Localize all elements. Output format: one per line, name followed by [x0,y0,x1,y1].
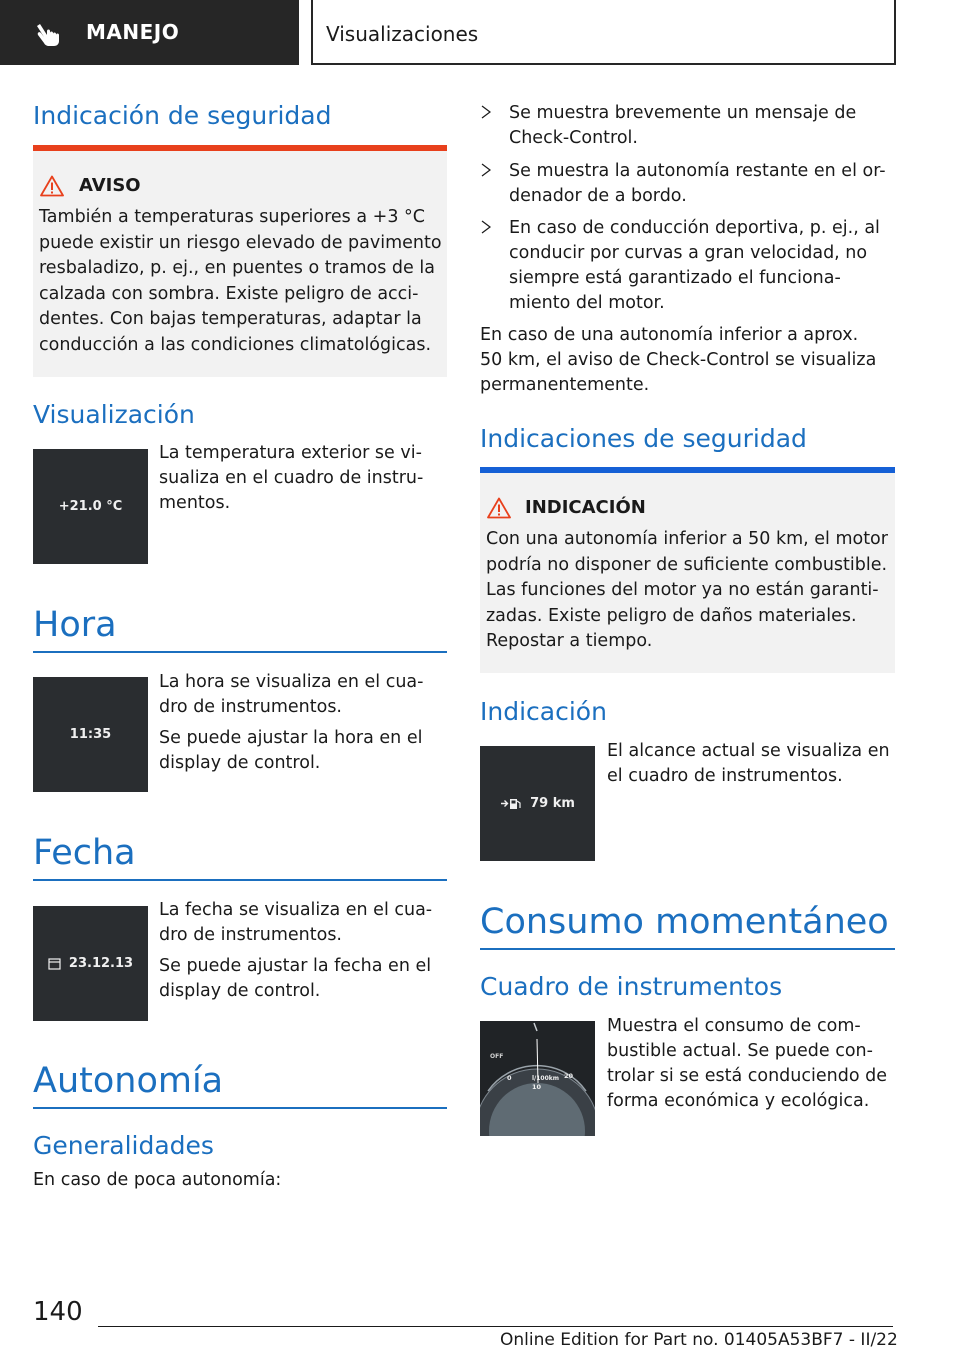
edition-note: Online Edition for Part no. 01405A53BF7 - II/22 [500,1330,898,1350]
text-line: bustible actual. Se puede con- [607,1041,873,1061]
warning-box [33,145,447,377]
warning-line: puede existir un riesgo elevado de pavimento [39,232,442,253]
warning-bar [33,145,447,151]
range-display-image [480,746,595,861]
text-line: La hora se visualiza en el cua- [159,672,424,692]
fecha-heading: Fecha [33,833,136,873]
section-title: MANEJO [86,20,180,44]
hand-pointer-icon [36,22,66,48]
clock-display-image [33,677,148,792]
range-readout: 79 km [530,796,575,811]
date-display-image [33,906,148,1021]
generalidades-heading: Generalidades [33,1131,214,1160]
notice-bar [480,467,895,473]
calendar-icon [48,957,61,970]
notice-box [480,467,895,673]
text-line: display de control. [159,981,321,1001]
text-line: permanentemente. [480,375,650,395]
text-line: dro de instrumentos. [159,925,342,945]
notice-line: zadas. Existe peligro de daños materiales. [486,605,857,626]
gauge-twenty-label: 20 [564,1072,574,1080]
visualizacion-heading: Visualización [33,400,195,429]
bullet-triangle-icon [480,104,492,120]
chapter-title: Visualizaciones [326,22,479,46]
notice-title [487,497,737,523]
date-readout: 23.12.13 [68,956,134,971]
warning-triangle-icon [487,497,511,519]
warning-line: calzada con sombra. Existe peligro de acci- [39,283,419,304]
bullet-triangle-icon [480,162,492,178]
text-line: display de control. [159,753,321,773]
warning-text [39,205,445,358]
consumo-text [607,1014,897,1114]
text-line: En caso de una autonomía inferior a aprox. [480,325,859,345]
text-line: Se puede ajustar la fecha en el [159,956,432,976]
text-line: 50 km, el aviso de Check-Control se visualiza [480,350,877,370]
text-line: Check-Control. [509,128,638,148]
text-line: Se muestra la autonomía restante en el or- [509,161,886,181]
text-line: mentos. [159,493,231,513]
temperature-display-image [33,449,148,564]
consumo-heading: Consumo momentáneo [480,902,889,942]
text-line: miento del motor. [509,293,665,313]
text-line: el cuadro de instrumentos. [607,766,843,786]
text-line: conducir por curvas a gran velocidad, no [509,243,868,263]
autonomia-heading: Autonomía [33,1061,224,1101]
notice-line: Con una autonomía inferior a 50 km, el motor [486,529,888,549]
text-line: siempre está garantizado el funciona- [509,268,841,288]
text-line: Se muestra brevemente un mensaje de [509,103,857,123]
autonomia-rule [33,1107,447,1109]
warning-title [40,175,240,201]
indicacion-text [607,739,897,789]
temperature-readout: +21.0 °C [58,499,123,514]
warning-line: dentes. Con bajas temperaturas, adaptar la [39,309,422,329]
text-line: La fecha se visualiza en el cua- [159,900,433,920]
cuadro-heading: Cuadro de instrumentos [480,972,783,1001]
notice-line: podría no disponer de suficiente combustible. [486,554,888,575]
text-line: La temperatura exterior se vi- [159,443,422,463]
notice-line: Repostar a tiempo. [486,631,653,651]
fuel-pump-icon [500,797,522,810]
text-line: trolar si se está conduciendo de [607,1066,887,1086]
hora-rule [33,651,447,653]
consumption-gauge-image [480,1021,595,1136]
consumption-gauge [480,1021,595,1136]
hora-heading: Hora [33,605,117,645]
notice-text [486,527,893,655]
indicacion-heading: Indicación [480,697,607,726]
autonomia-intro: En caso de poca autonomía: [33,1170,282,1190]
visualizacion-text [159,441,449,516]
text-line: El alcance actual se visualiza en [607,741,890,761]
gauge-off-label: OFF [490,1053,504,1060]
text-line: En caso de conducción deportiva, p. ej., al [509,218,880,238]
text-line: Se puede ajustar la hora en el [159,728,423,748]
gauge-unit-label: l/100km [532,1075,560,1082]
gauge-ten-label: 10 [532,1083,542,1091]
clock-readout: 11:35 [69,727,112,742]
warning-label: AVISO [79,175,141,196]
hora-text [159,670,449,776]
safety-notes-heading: Indicaciones de seguridad [480,424,807,453]
gauge-zero-label: 0 [507,1074,512,1082]
notice-label: INDICACIÓN [525,497,646,518]
warning-line: conducción a las condiciones climatológicas. [39,334,432,355]
warning-line: resbaladizo, p. ej., en puentes o tramos de la [39,258,435,278]
safety-heading: Indicación de seguridad [33,101,332,130]
notice-line: Las funciones del motor ya no están garanti- [486,580,879,600]
footer-rule [98,1326,893,1327]
text-line: forma económica y ecológica. [607,1091,870,1111]
text-line: sualiza en el cuadro de instru- [159,468,424,488]
warning-triangle-icon [40,175,64,197]
warning-line: También a temperaturas superiores a +3 °C [39,207,425,227]
text-line: denador de a bordo. [509,186,687,206]
bullet-triangle-icon [480,219,492,235]
text-line: Muestra el consumo de com- [607,1016,861,1036]
page-number: 140 [33,1297,83,1327]
fecha-rule [33,879,447,881]
text-line: dro de instrumentos. [159,697,342,717]
fecha-text [159,898,449,1004]
header-section-tab [0,0,299,65]
header-chapter-tab [311,0,896,65]
consumo-rule [480,948,895,950]
autonomia-paragraph [480,323,895,398]
